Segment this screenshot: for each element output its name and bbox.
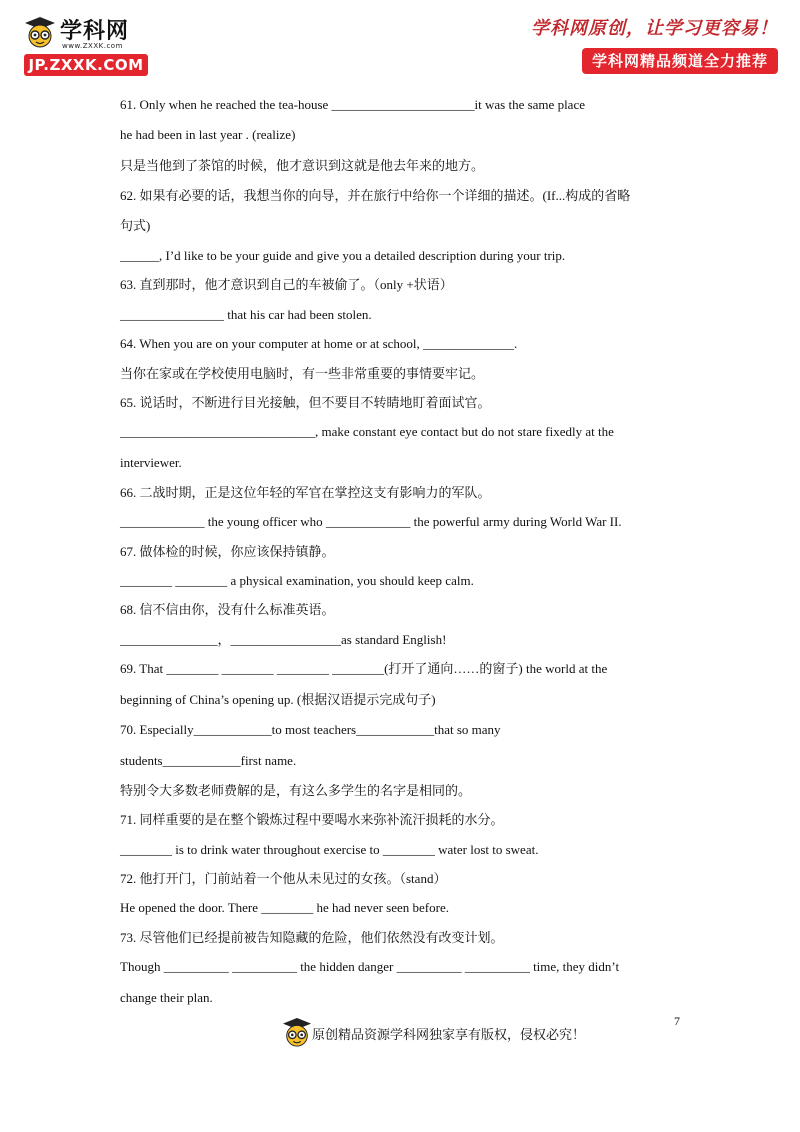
text-line: 64. When you are on your computer at home or at school, ______________.	[120, 336, 518, 351]
text-line: 65. 说话时，不断进行目光接触，但不要目不转睛地盯着面试官。	[120, 395, 491, 410]
text-line: 句式)	[120, 218, 151, 233]
text-line: _____________ the young officer who _____________ the powerful army during World War II.	[120, 514, 622, 529]
copyright-notice: 原创精品资源学科网独家享有版权，侵权必究！	[312, 1028, 586, 1043]
text-line: 73. 尽管他们已经提前被告知隐藏的危险，他们依然没有改变计划。	[120, 930, 504, 945]
header-banner[interactable]: 学科网精品频道全力推荐	[582, 48, 778, 74]
text-line: 63. 直到那时，他才意识到自己的车被偷了。（only +状语）	[120, 277, 453, 292]
logo-name: 学科网	[60, 19, 130, 44]
text-line: beginning of China’s opening up. (根据汉语提示完成句子)	[120, 692, 436, 707]
text-line: ________________ that his car had been stolen.	[120, 307, 372, 322]
text-line: Though __________ __________ the hidden danger __________ __________ time, they didn’t	[120, 959, 620, 974]
logo-top	[24, 12, 154, 50]
text-line: He opened the door. There ________ he had never seen before.	[120, 900, 449, 915]
text-line: ________ ________ a physical examination, you should keep calm.	[120, 573, 474, 588]
text-line: 70. Especially____________to most teachers____________that so many	[120, 722, 501, 737]
logo-url: www.ZXXK.com	[62, 42, 123, 50]
text-line: 特别令大多数老师费解的是，有这么多学生的名字是相同的。	[120, 783, 472, 798]
text-line: he had been in last year . (realize)	[120, 127, 296, 142]
text-line: ______, I’d like to be your guide and give you a detailed description during your trip.	[120, 248, 566, 263]
text-line: 62. 如果有必要的话，我想当你的向导，并在旅行中给你一个详细的描述。(If...构成的省略	[120, 188, 631, 203]
site-logo[interactable]	[24, 12, 154, 76]
text-line: 69. That ________ ________ ________ ________(打开了通向……的窗子) the world at the	[120, 661, 608, 676]
mascot-icon	[282, 1016, 312, 1048]
text-line: 67. 做体检的时候，你应该保持镇静。	[120, 544, 335, 559]
text-line: 71. 同样重要的是在整个锻炼过程中要喝水来弥补流汗损耗的水分。	[120, 812, 504, 827]
text-line: ________ is to drink water throughout exercise to ________ water lost to sweat.	[120, 842, 539, 857]
text-line: ______________________________, make constant eye contact but do not stare fixedly at the	[120, 424, 614, 439]
header-slogan: 学科网原创，让学习更容易！	[531, 18, 778, 39]
text-line: 72. 他打开门，门前站着一个他从未见过的女孩。（stand）	[120, 871, 447, 886]
page-header	[0, 0, 800, 82]
text-line: students____________first name.	[120, 753, 297, 768]
text-line: 61. Only when he reached the tea-house ______________________it was the same place	[120, 97, 585, 112]
text-line: 66. 二战时期，正是这位年轻的军官在掌控这支有影响力的军队。	[120, 485, 491, 500]
text-line: 只是当他到了茶馆的时候，他才意识到这就是他去年来的地方。	[120, 158, 485, 173]
text-line: change their plan.	[120, 990, 213, 1005]
text-line: interviewer.	[120, 455, 182, 470]
logo-badge: JP.ZXXK.COM	[24, 54, 148, 76]
text-line: _______________，_________________as standard English!	[120, 632, 447, 647]
mascot-icon	[24, 16, 56, 48]
text-line: 当你在家或在学校使用电脑时，有一些非常重要的事情要牢记。	[120, 366, 485, 381]
page-footer	[282, 1016, 612, 1050]
text-line: 68. 信不信由你，没有什么标准英语。	[120, 602, 335, 617]
page-number: 7	[674, 1014, 680, 1028]
